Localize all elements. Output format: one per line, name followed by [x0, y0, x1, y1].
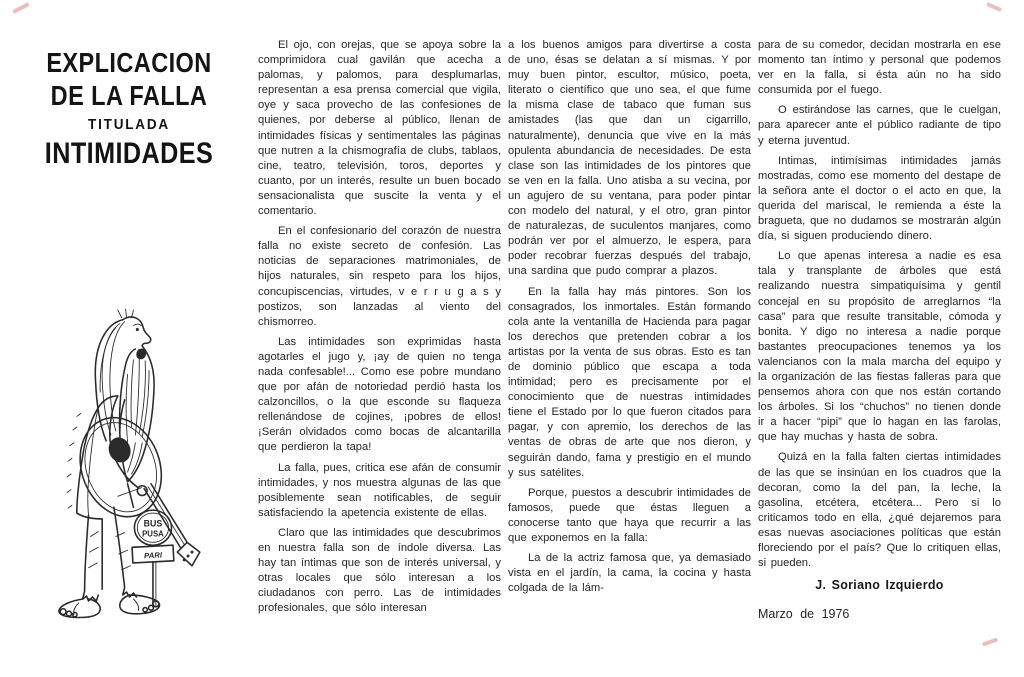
vest [67, 396, 118, 519]
proof-mark-top-right [986, 2, 1002, 12]
title-line-4: INTIMIDADES [44, 136, 214, 170]
text-column-3 [758, 38, 1001, 622]
article-paragraph: para de su comedor, decidan mostrarla en ese momento tan íntimo y personal que podemos ver en la falla, si ésta aún no ha sido consumida por el fuego. [758, 39, 1001, 97]
article-paragraph: Quizá en la falla falten ciertas intimidades de las que se insinúan en los cuadros que la decoran, como la del pan, la leche, la gasolina, etcétera, etcétera... Pero si lo criticamos todo en ella, ¿qué dejaremos para esas nuevas asociaciones políticas que están floreciendo por el país? Que lo critiquen ellas, si pueden. [758, 451, 1001, 570]
bus-sign-plate-text: PARI [143, 550, 163, 561]
article-paragraph: Intimas, intimísimas intimidades jamás mostradas, como ese momento del destape de la señora ante el doctor o el acto en que, la querida del mariscal, le remienda a éste la bragueta, que no dudamos se mostrarán algún día, si siguen produciendo dinero. [758, 154, 1001, 243]
article-paragraph: Claro que las intimidades que descubrimos en nuestra falla son de índole diversa. Las hay tan íntimas que son de interés universal, y otras locales que sólo interesan a los ciudadanos con perro. Las de intimidades profesionales, que sólo interesan [258, 526, 501, 615]
text-column-1 [258, 38, 501, 621]
bus-sign-bottom-text: PUSA [142, 529, 164, 539]
article-paragraph: La de la actriz famosa que, ya demasiado vista en el jardín, la cama, la cocina y hasta colgada de la lám- [508, 552, 751, 595]
sandals [59, 595, 160, 617]
publication-date: Marzo de 1976 [758, 607, 850, 622]
bus-sign [132, 510, 174, 607]
article-paragraph: La falla, pues, critica ese afán de consumir intimidades, y nos muestra algunas de las que posiblemente sean notificables, de seguir satisfaciendo la apetencia existente de ellas. [258, 461, 501, 519]
headstock [177, 542, 199, 565]
trousers [83, 484, 137, 601]
hippie-guitarist-illustration [28, 302, 233, 647]
title-line-3: TITULADA [88, 116, 170, 134]
author-signature: J. Soriano Izquierdo [815, 578, 944, 593]
article-paragraph: Lo que apenas interesa a nadie es esa tala y transplante de árboles que está realizando nuestra simpatiquísima y gentil concejal en su propósito de arreglarnos “la casa” para que resulte transitable, cómoda y bonita. Y digo no interesa a nadie porque bastantes preocupaciones tenemos ya los valencianos con la mala marcha del equipo y la organización de las fiestas falleras para que pensemos ahora con que nos están cortando los árboles. Si los “chuchos” no tienen donde ir a hacer “pipi” que lo hagan en las farolas, que hay muchas y hasta de sobra. [758, 250, 1001, 444]
eye [136, 328, 139, 331]
article-paragraph: O estirándose las carnes, que le cuelgan, para aparecer ante el público radiante de tipo y eterna juventud. [758, 104, 1001, 147]
article-paragraph: a los buenos amigos para divertirse a costa de uno, ésas se delatan a sí mismas. Y por muy buen pintor, escultor, músico, poeta, literato o científico que uno sea, el que fume la misma clase de tabaco que fuman sus amistades (las que dan un cigarrillo, naturalmente), denuncia que vive en la más opulenta abundancia de necesidades. De esta clase son las intimidades de los pintores que se ven en la falla. Uno atisba a su vecina, por un agujero de su ventana, para poder pintar con modelo del natural, y el otro, gran pintor de naturalezas, de suculentos manjares, como podrán ver por el almuerzo, le espera, para poder recobrar fuerzas después del trabajo, una sardina que pudo comprar a plazos. [508, 39, 751, 278]
article-paragraph: Las intimidades son exprimidas hasta agotarles el jugo y, ¡ay de quien no tenga nada confesable!... Como ese pobre mundano que por afán de notoriedad perdió hasta los calzoncillos, o la que esconde su flaqueza rellenándose de cojines, ¡pobres de ellos! ¡Serán olvidados como bocas de alcantarilla que perdieron la tapa! [258, 335, 501, 454]
article-paragraph: El ojo, con orejas, que se apoya sobre la comprimidora cual gavilán que acecha a palomas, y palomos, para desplumarlas, representan a esa prensa comercial que vigila, oye y saca provecho de las confesiones de quienes, por deberse al público, llenan de intimidades físicas y sentimentales las páginas que nutren a la chismografía de clubs, tablaos, cine, teatro, televisión, toros, deportes y cuanto, por un interés, resulte un buen bocado sensacionalista que suscite la venta y el comentario. [258, 39, 501, 218]
text-column-2 [508, 38, 751, 601]
article-paragraph: Porque, puestos a descubrir intimidades de famosos, puede que éstas lleguen a conocerse tanto que haya que recurrir a las que exponemos en la falla: [508, 486, 751, 544]
article-paragraph: En el confesionario del corazón de nuestra falla no existe secreto de confesión. Las noticias de separaciones matrimoniales, de hijos naturales, sin respeto para los hijos, concupiscencias, virtudes, v e r r u g a s y postizos, son lanzadas al viento del chismorreo. [258, 225, 501, 328]
title-line-2: DE LA FALLA [50, 80, 208, 112]
proof-mark-bottom-right [982, 637, 998, 646]
title-line-1: EXPLICACION [46, 47, 212, 78]
bus-sign-top-text: BUS [143, 518, 163, 529]
article-title [22, 46, 236, 171]
article-paragraph: En la falla hay más pintores. Son los consagrados, los inmortales. Están formando cola ante la ventanilla de Hacienda para pagar los derechos que pretenden cobrar a los artistas por la venta de sus obras. Esto es tan de dominio público que escapa a toda intimidad; pero es precisamente por el conocimiento que de nuestras intimidades tiene el Estado por lo que fueron citados para pagar, y con apremio, los derechos de las ventas de obras de arte que nos dieron, y seguirán dando, fama y prestigio en el mundo y sus satélites. [508, 285, 751, 479]
proof-mark-top-left [12, 2, 30, 14]
